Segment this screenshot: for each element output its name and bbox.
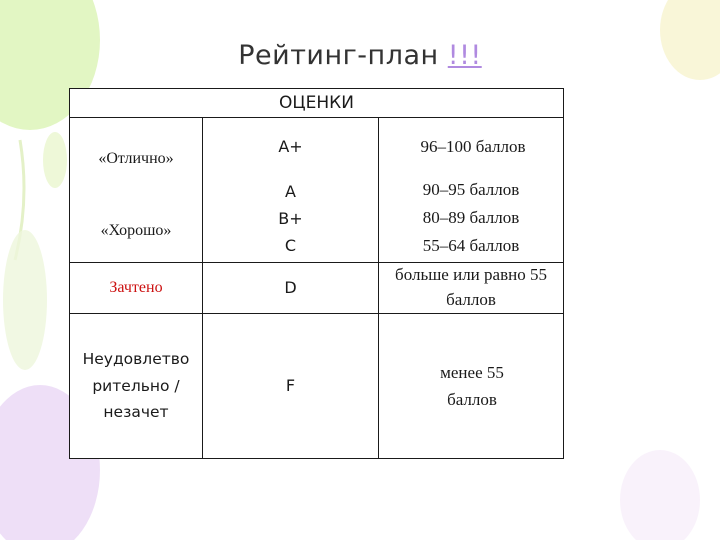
header-divider — [70, 117, 563, 118]
grade-good: «Хорошо» — [100, 222, 172, 240]
slide-title: Рейтинг-план !!! — [238, 40, 482, 71]
grade-fail: Неудовлетво рительно / незачет — [82, 350, 190, 422]
column-divider — [378, 117, 379, 458]
points-fail: менее 55 баллов — [440, 362, 504, 409]
letter-a-plus: A+ — [278, 137, 303, 157]
points-55-64: 55–64 баллов — [422, 236, 520, 255]
letter-c: C — [284, 235, 297, 255]
letter-b-plus: B+ — [278, 208, 303, 228]
table-header: ОЦЕНКИ — [279, 92, 354, 113]
letter-d: D — [284, 278, 297, 298]
title-exclamation: !!! — [447, 40, 482, 71]
points-80-89: 80–89 баллов — [422, 208, 520, 227]
points-excellent: 96–100 баллов — [420, 136, 526, 156]
letter-a: A — [285, 181, 296, 201]
letters-good — [203, 175, 378, 261]
letter-f: F — [285, 376, 296, 396]
points-90-95: 90–95 баллов — [422, 180, 520, 199]
grade-pass: Зачтено — [109, 279, 163, 297]
rating-table — [69, 88, 564, 459]
grade-excellent: «Отлично» — [98, 150, 174, 168]
points-pass: больше или равно 55 баллов — [395, 265, 547, 309]
points-good — [379, 175, 563, 261]
